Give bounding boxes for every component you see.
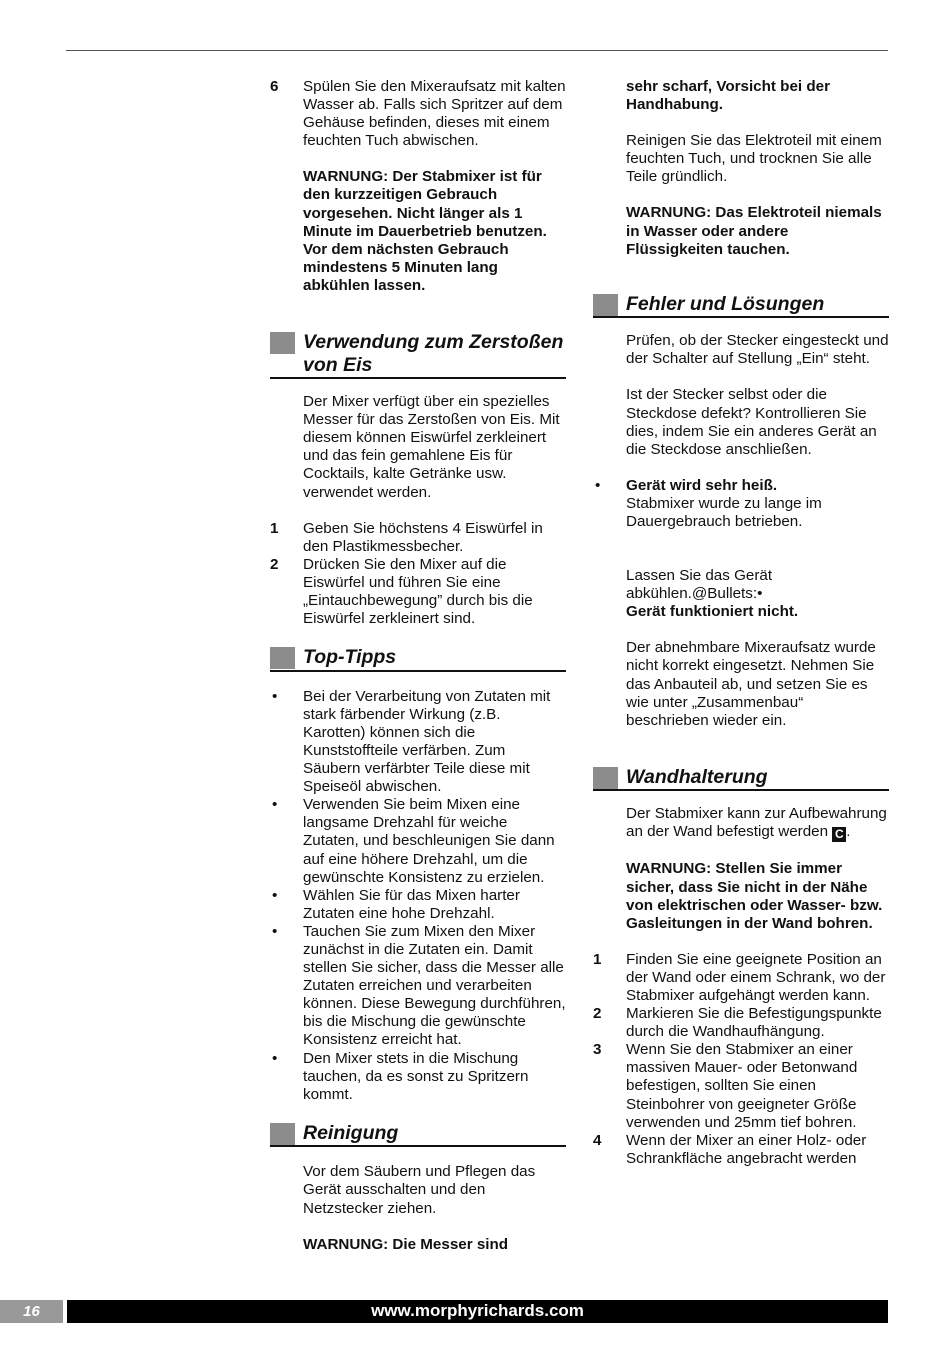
tips-list xyxy=(270,688,566,1104)
wall-steps xyxy=(593,951,889,1168)
heading-marker xyxy=(270,332,295,354)
list-item xyxy=(270,556,566,628)
bullet-mark: • xyxy=(272,922,278,940)
bullet-mark: • xyxy=(272,796,278,814)
heading-text: Verwendung zum Zerstoßen von Eis xyxy=(303,331,564,376)
warning-short-use: WARNUNG: Der Stabmixer ist für den kurzzeitigen Gebrauch vorgesehen. Nicht länger als 1 Minute im Dauerbetrieb benutzen. Vor dem nächsten Gebrauch mindestens 5 Minuten lang abkühlen lassen. xyxy=(303,168,547,294)
step-number: 3 xyxy=(593,1041,602,1059)
fault-bullet-hot xyxy=(593,477,889,531)
section-heading-tips xyxy=(270,646,566,672)
ice-steps xyxy=(270,520,566,629)
warning-drilling: WARNUNG: Stellen Sie immer sicher, dass Sie nicht in der Nähe von elektrischen oder Wasser- bzw. Gasleitungen in der Wand bohren. xyxy=(626,860,883,932)
page-number: 16 xyxy=(0,1300,63,1323)
step-number: 6 xyxy=(270,78,279,95)
list-item xyxy=(270,796,566,886)
heading-marker xyxy=(270,1123,295,1145)
bullet-mark: • xyxy=(595,476,601,494)
wall-intro-end: . xyxy=(846,823,851,841)
section-heading-wall xyxy=(593,766,889,792)
cleaning-text: Reinigen Sie das Elektroteil mit einem feuchten Tuch, und trocknen Sie alle Teile gründlich. xyxy=(626,132,882,186)
tip-text: Tauchen Sie zum Mixen den Mixer zunächst in die Zutaten ein. Damit stellen Sie sicher, dass die Messer alle Zutaten erreichen und verarbeiten können. Diese Bewegung durchführen, bis die Mischung die gewünschte Konsistenz erreicht hat. xyxy=(303,922,566,1049)
ice-intro: Der Mixer verfügt über ein spezielles Messer für das Zerstoßen von Eis. Mit diesem können Eiswürfel zerkleinert und das fein gemahlene Eis für Cocktails, kalte Getränke usw. verwendet werden. xyxy=(303,393,560,501)
warning-blades-start: WARNUNG: Die Messer sind xyxy=(303,1235,509,1253)
list-item xyxy=(270,923,566,1050)
fault-attachment: Der abnehmbare Mixeraufsatz wurde nicht korrekt eingesetzt. Nehmen Sie das Anbauteil ab, und setzen Sie es wie unter „Zusammenbau“ beschrieben wieder ein. xyxy=(626,639,876,729)
step-text: Wenn der Mixer an einer Holz- oder Schrankfläche angebracht werden xyxy=(626,1131,867,1167)
list-item xyxy=(593,1041,889,1131)
heading-text: Fehler und Lösungen xyxy=(626,292,825,315)
section-heading-cleaning xyxy=(270,1122,566,1148)
list-item xyxy=(270,688,566,797)
heading-marker xyxy=(593,767,618,789)
bullet-mark: • xyxy=(272,886,278,904)
list-item xyxy=(593,1132,889,1168)
fault-text: Stabmixer wurde zu lange im Dauergebrauch betrieben. xyxy=(626,494,822,530)
bullet-mark: • xyxy=(272,687,278,705)
warning-blades-end: sehr scharf, Vorsicht bei der Handhabung. xyxy=(626,78,830,114)
cleaning-intro: Vor dem Säubern und Pflegen das Gerät ausschalten und den Netzstecker ziehen. xyxy=(303,1163,536,1217)
heading-text: Wandhalterung xyxy=(626,765,768,788)
step-number: 2 xyxy=(593,1005,602,1023)
step-text: Finden Sie eine geeignete Position an der Wand oder einem Schrank, wo der Stabmixer aufgehängt werden kann. xyxy=(626,950,886,1004)
left-column xyxy=(270,78,566,1254)
bullet-mark: • xyxy=(272,1049,278,1067)
top-rule xyxy=(66,50,888,51)
fault-check-socket: Ist der Stecker selbst oder die Steckdose defekt? Kontrollieren Sie dies, indem Sie ein anderes Gerät an die Steckdose anschließen. xyxy=(626,386,877,458)
list-item xyxy=(270,520,566,556)
warning-no-water: WARNUNG: Das Elektroteil niemals in Wasser oder andere Flüssigkeiten tauchen. xyxy=(626,204,882,258)
wall-intro xyxy=(626,805,889,842)
step-number: 1 xyxy=(593,950,602,968)
fault-cool-down: Lassen Sie das Gerät abkühlen.@Bullets:• xyxy=(626,567,773,603)
fault-check-plug: Prüfen, ob der Stecker eingesteckt und der Schalter auf Stellung „Ein“ steht. xyxy=(626,332,889,368)
heading-text: Reinigung xyxy=(303,1121,399,1144)
heading-marker xyxy=(270,647,295,669)
wall-intro-text: Der Stabmixer kann zur Aufbewahrung an der Wand befestigt werden xyxy=(626,805,887,841)
list-item xyxy=(593,1005,889,1041)
step-text: Spülen Sie den Mixeraufsatz mit kalten Wasser ab. Falls sich Spritzer auf dem Gehäuse befinden, dieses mit einem feuchten Tuch abwischen. xyxy=(303,78,566,150)
list-item xyxy=(270,1050,566,1104)
right-column xyxy=(593,78,889,1186)
step-text: Wenn Sie den Stabmixer an einer massiven Mauer- oder Betonwand befestigen, sollten Sie einen Steinbohrer von geeigneter Größe verwenden und 25mm tief bohren. xyxy=(626,1041,858,1131)
step-text: Drücken Sie den Mixer auf die Eiswürfel und führen Sie eine „Eintauchbewegung” durch bis die Eiswürfel zerkleinert sind. xyxy=(303,555,533,628)
figure-c-icon: C xyxy=(832,827,846,842)
step-number: 1 xyxy=(270,519,279,537)
footer-url[interactable]: www.morphyrichards.com xyxy=(371,1301,584,1320)
step-text: Geben Sie höchstens 4 Eiswürfel in den Plastikmessbecher. xyxy=(303,519,543,555)
footer-url-bar xyxy=(67,1300,888,1323)
tip-text: Den Mixer stets in die Mischung tauchen, da es sonst zu Spritzern kommt. xyxy=(303,1049,529,1103)
step-6 xyxy=(270,78,566,150)
fault-not-working: Gerät funktioniert nicht. xyxy=(626,603,799,621)
section-heading-ice xyxy=(270,331,566,379)
heading-marker xyxy=(593,294,618,316)
section-heading-faults xyxy=(593,293,889,319)
step-number: 4 xyxy=(593,1131,602,1149)
tip-text: Verwenden Sie beim Mixen eine langsame Drehzahl für weiche Zutaten, und beschleunigen Sie dann auf eine höhere Drehzahl, um die gewünschte Konsistenz zu erzielen. xyxy=(303,796,555,886)
step-text: Markieren Sie die Befestigungspunkte durch die Wandhaufhängung. xyxy=(626,1005,882,1041)
fault-title: Gerät wird sehr heiß. xyxy=(626,476,778,494)
tip-text: Wählen Sie für das Mixen harter Zutaten eine hohe Drehzahl. xyxy=(303,886,520,922)
tip-text: Bei der Verarbeitung von Zutaten mit stark färbender Wirkung (z.B. Karotten) können sich die Kunststoffteile verfärben. Zum Säubern verfärbter Teile diese mit Speiseöl abwischen. xyxy=(303,687,551,796)
step-number: 2 xyxy=(270,555,279,573)
list-item xyxy=(593,951,889,1005)
heading-text: Top-Tipps xyxy=(303,646,397,669)
list-item xyxy=(270,887,566,923)
